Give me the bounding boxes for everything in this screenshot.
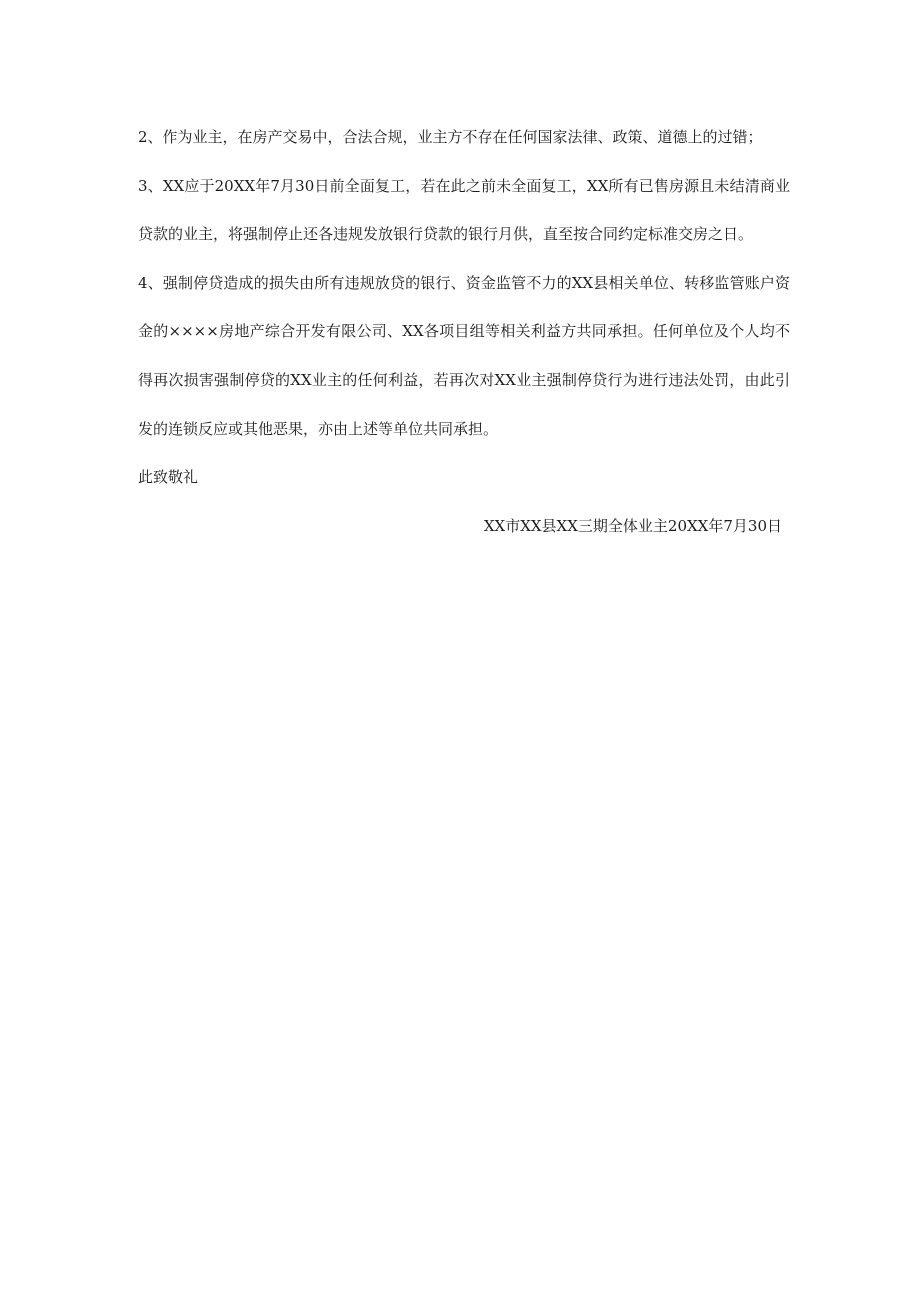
paragraph-4: 4、强制停贷造成的损失由所有违规放贷的银行、资金监管不力的XX县相关单位、转移监管账户资金的××××房地产综合开发有限公司、XX各项目组等相关利益方共同承担。任何单位及个人均不得再次损害强制停贷的XX业主的任何利益，若再次对XX业主强制停贷行为进行违法处罚，由此引发的连锁反应或其他恶果，亦由上述等单位共同承担。	[138, 273, 790, 438]
paragraph-3: 3、XX应于20XX年7月30日前全面复工，若在此之前未全面复工，XX所有已售房源且未结清商业贷款的业主，将强制停止还各违规发放银行贷款的银行月供，直至按合同约定标准交房之日。	[138, 176, 790, 244]
document-body	[138, 113, 790, 550]
closing-salutation: 此致敬礼	[138, 468, 199, 487]
paragraph-2: 2、作为业主，在房产交易中，合法合规，业主方不存在任何国家法律、政策、道德上的过错；	[138, 128, 763, 146]
signature-line: XX市XX县XX三期全体业主20XX年7月30日	[483, 516, 782, 535]
